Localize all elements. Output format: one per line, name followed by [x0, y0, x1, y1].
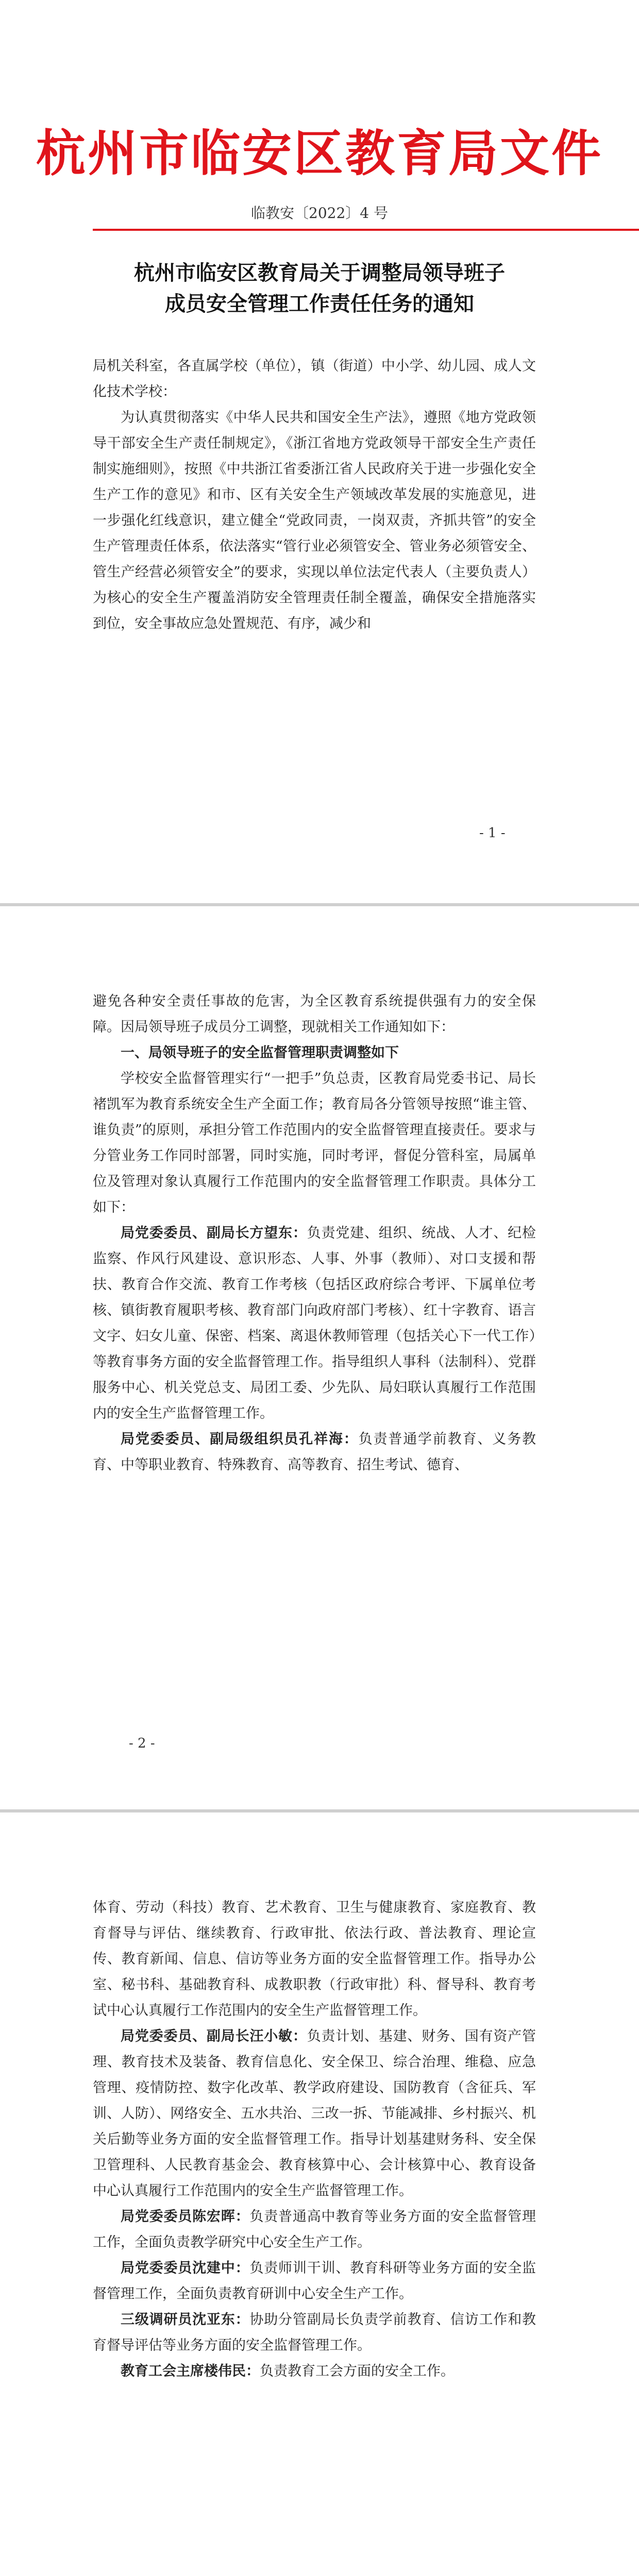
duty-shen-jianzhong — [93, 2256, 536, 2307]
duty-shen-yadong — [93, 2307, 536, 2359]
duty-label: 教育工会主席楼伟民： — [121, 2363, 260, 2379]
duty-label: 局党委委员、副局级组织员孔祥海： — [121, 1431, 359, 1447]
duty-text: 负责普通高中教育等业务方面的安全监督管理工作，全面负责教学研究中心安全生产工作。 — [93, 2209, 536, 2250]
duty-label: 局党委委员、副局长汪小敏： — [121, 2028, 307, 2044]
duty-text: 负责普通学前教育、义务教育、中等职业教育、特殊教育、高等教育、招生考试、德育、 — [93, 1431, 536, 1473]
page-number: - 1 - — [479, 825, 506, 841]
page-2 — [0, 906, 639, 1809]
duty-label: 三级调研员沈亚东： — [121, 2312, 250, 2328]
duty-text: 负责师训干训、教育科研等业务方面的安全监督管理工作，全面负责教育研训中心安全生产工作。 — [93, 2260, 536, 2302]
duty-fang-wangdong — [93, 1221, 536, 1427]
section-1-heading: 一、局领导班子的安全监督管理职责调整如下 — [121, 1045, 399, 1061]
page-3 — [0, 1812, 639, 2576]
duty-text: 负责党建、组织、统战、人才、纪检监察、作风行风建设、意识形态、人事、外事（教师）、对口支援和帮扶、教育合作交流、教育工作考核（包括区政府综合考评、下属单位考核、镇街教育履职考核、教育部门向政府部门考核）、红十字教育、语言文字、妇女儿童、保密、档案、离退休教师管理（包括关心下一代工作）等教育事务方面的安全监督管理工作。指导组织人事科（法制科）、党群服务中心、机关党总支、局团工委、少先队、局妇联认真履行工作范围内的安全生产监督管理工作。 — [93, 1225, 536, 1421]
header-red-rule — [93, 229, 639, 231]
recipients: 局机关科室，各直属学校（单位），镇（街道）中小学、幼儿园、成人文化技术学校： — [93, 358, 536, 400]
document-number: 临教安〔2022〕4 号 — [251, 205, 388, 222]
duty-lou-weimin — [93, 2359, 536, 2384]
duty-text: 负责计划、基建、财务、国有资产管理、教育技术及装备、教育信息化、安全保卫、综合治理、维稳、应急管理、疫情防控、数字化改革、教学政府建设、国防教育（含征兵、军训、人防）、网络安全、五水共治、三改一拆、节能减排、乡村振兴、机关后勤等业务方面的安全监督管理工作。指导计划基建财务科、安全保卫管理科、人民教育基金会、教育核算中心、会计核算中心、教育设备中心认真履行工作范围内的安全生产监督管理工作。 — [93, 2028, 536, 2199]
section-1-paragraph: 学校安全监督管理实行“一把手”负总责，区教育局党委书记、局长褚凯军为教育系统安全生产全面工作；教育局各分管领导按照“谁主管、谁负责”的原则，承担分管工作范围内的安全监督管理直接责任。要求与分管业务工作同时部署，同时实施，同时考评，督促分管科室，局属单位及管理对象认真履行工作范围内的安全监督管理工作职责。具体分工如下： — [93, 1071, 536, 1215]
duty-continuation: 体育、劳动（科技）教育、艺术教育、卫生与健康教育、家庭教育、教育督导与评估、继续教育、行政审批、依法行政、普法教育、理论宣传、教育新闻、信息、信访等业务方面的安全监督管理工作。指导办公室、秘书科、基础教育科、成教职教（行政审批）科、督导科、教育考试中心认真履行工作范围内的安全生产监督管理工作。 — [93, 1900, 536, 2019]
page-3-body — [93, 1895, 536, 2384]
document-header-title: 杭州市临安区教育局文件 — [36, 125, 603, 182]
intro-continuation: 避免各种安全责任事故的危害，为全区教育系统提供强有力的安全保障。因局领导班子成员分工调整，现就相关工作通知如下： — [93, 993, 536, 1035]
page-2-body — [93, 989, 536, 1478]
duty-text: 负责教育工会方面的安全工作。 — [260, 2363, 455, 2379]
duty-kong-xianghai — [93, 1427, 536, 1478]
document-title — [82, 258, 557, 319]
duty-label: 局党委委员陈宏晖： — [121, 2209, 250, 2225]
duty-text: 协助分管副局长负责学前教育、信访工作和教育督导评估等业务方面的安全监督管理工作。 — [93, 2312, 536, 2353]
page-1 — [0, 0, 639, 903]
duty-label: 局党委委员、副局长方望东： — [121, 1225, 307, 1241]
page-number: - 2 - — [129, 1736, 155, 1751]
intro-paragraph: 为认真贯彻落实《中华人民共和国安全生产法》，遵照《地方党政领导干部安全生产责任制规定》，《浙江省地方党政领导干部安全生产责任制实施细则》，按照《中共浙江省委浙江省人民政府关于进一步强化安全生产工作的意见》和市、区有关安全生产领域改革发展的实施意见，进一步强化红线意识，建立健全“党政同责，一岗双责，齐抓共管”的安全生产管理责任体系，依法落实“管行业必须管安全、管业务必须管安全、管生产经营必须管安全”的要求，实现以单位法定代表人（主要负责人）为核心的安全生产覆盖消防安全管理责任制全覆盖，确保安全措施落实到位，安全事故应急处置规范、有序，减少和 — [93, 410, 536, 632]
page-1-body — [93, 353, 536, 637]
duty-wang-xiaomin — [93, 2024, 536, 2204]
duty-label: 局党委委员沈建中： — [121, 2260, 250, 2276]
title-line-1: 杭州市临安区教育局关于调整局领导班子 — [134, 261, 505, 285]
duty-chen-honghui — [93, 2204, 536, 2256]
title-line-2: 成员安全管理工作责任任务的通知 — [165, 292, 474, 316]
